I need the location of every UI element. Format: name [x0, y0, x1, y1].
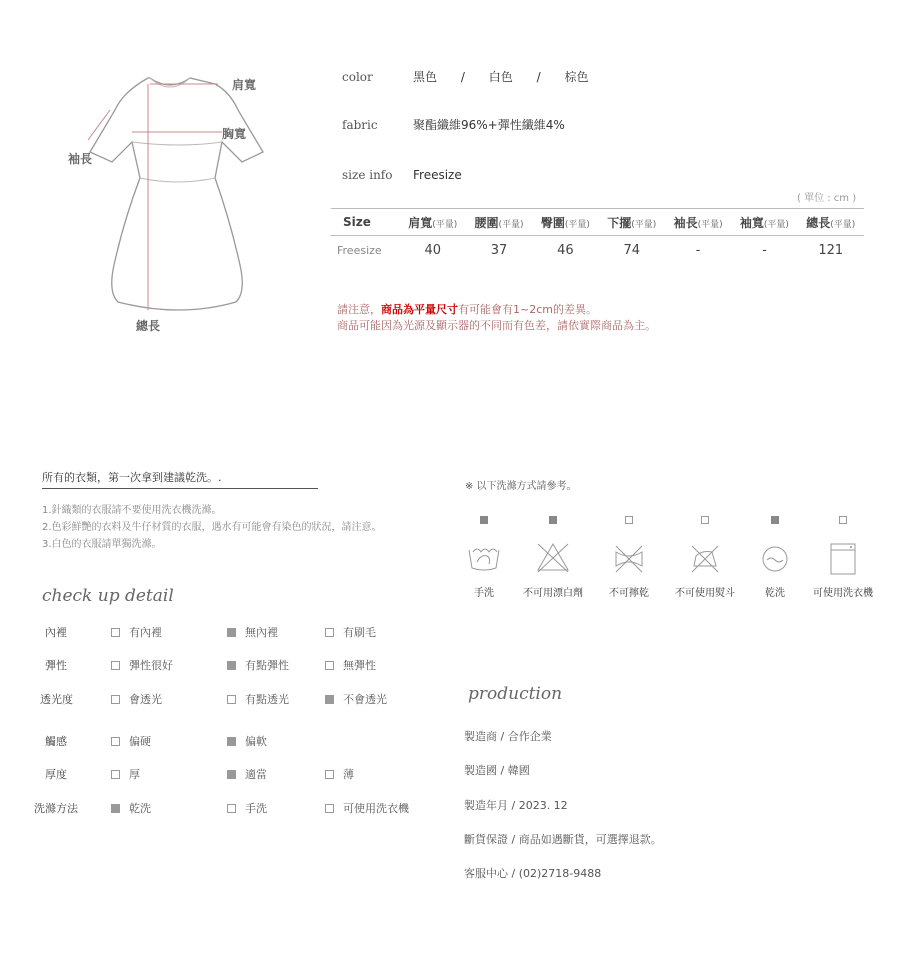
color-note: 商品可能因為光源及顯示器的不同而有色差，請依實際商品為主。 [337, 319, 656, 332]
care-label: 不可擰乾 [609, 588, 649, 599]
checkup-option-label: 會透光 [129, 693, 162, 706]
checkup-option [111, 691, 162, 707]
checkup-option-label: 乾洗 [129, 802, 151, 815]
unchecked-box-icon [325, 804, 334, 813]
color-separator: / [460, 70, 465, 84]
shoulder-header [400, 209, 466, 236]
checked-box-icon [227, 737, 236, 746]
checkup-row-label: 洗滌方法 [34, 802, 78, 815]
color-key: color [342, 70, 373, 84]
checkup-row-label: 內裡 [45, 626, 67, 639]
checked-box-icon [325, 695, 334, 704]
care-label: 可使用洗衣機 [813, 588, 873, 599]
header-suffix: (平量) [432, 219, 458, 230]
unchecked-box-icon [111, 628, 120, 637]
checkup-option [325, 691, 387, 707]
checkup-option-label: 薄 [343, 768, 354, 781]
checkup-option [111, 657, 173, 673]
checkup-option [227, 766, 267, 782]
header-name: 下擺 [607, 215, 632, 230]
checkup-option [325, 766, 354, 782]
checked-box-icon [227, 661, 236, 670]
header-suffix: (平量) [498, 219, 524, 230]
no-bleach-icon [536, 542, 570, 580]
unchecked-box-icon [701, 516, 709, 524]
value-cell: 121 [818, 242, 844, 258]
note-emphasis: 商品為平量尺寸 [381, 303, 458, 316]
washing-title: 所有的衣類，第一次拿到建議乾洗。. [42, 469, 318, 489]
checkup-row-label: 厚度 [45, 768, 67, 781]
washing-tips [42, 502, 382, 553]
checkup-option [227, 657, 289, 673]
color-values [413, 68, 588, 85]
production-guarantee: 斷貨保證 / 商品如遇斷貨，可選擇退款。 [464, 833, 662, 846]
checkup-option-label: 有刷毛 [343, 626, 376, 639]
checkup-row-label: 彈性 [45, 659, 67, 672]
note-prefix: 請注意， [337, 303, 381, 316]
unchecked-box-icon [625, 516, 633, 524]
list-item: 2.色彩鮮艷的衣料及牛仔材質的衣服，遇水有可能會有染色的狀況，請注意。 [42, 522, 382, 533]
checkup-option-label: 厚 [129, 768, 140, 781]
value-cell: 74 [623, 242, 641, 258]
length-label: 總長 [136, 319, 161, 333]
checkup-option [111, 733, 151, 749]
checkup-option-label: 無彈性 [343, 659, 376, 672]
checkup-option-label: 偏硬 [129, 735, 151, 748]
header-name: 臀圍 [540, 215, 565, 230]
care-label: 不可用漂白劑 [523, 588, 583, 599]
care-label: 不可使用熨斗 [675, 588, 735, 599]
color-value-black: 黑色 [413, 70, 438, 84]
color-value-white: 白色 [488, 70, 513, 84]
size-table-header-row [331, 209, 864, 236]
checkup-title: check up detail [42, 586, 174, 606]
value-cell: 40 [424, 242, 441, 258]
fabric-key: fabric [342, 118, 378, 132]
checkup-option [325, 657, 376, 673]
checked-box-icon [771, 516, 779, 524]
total-length-header [798, 209, 864, 236]
size-table [331, 208, 864, 264]
checked-box-icon [549, 516, 557, 524]
checkup-option [111, 800, 151, 816]
care-note: ※ 以下洗滌方式請參考。 [465, 481, 577, 492]
production-date: 製造年月 / 2023. 12 [464, 799, 568, 812]
chest-label: 胸寬 [222, 127, 247, 141]
production-title: production [468, 684, 563, 704]
color-value-brown: 棕色 [564, 70, 589, 84]
production-country: 製造國 / 韓國 [464, 764, 530, 777]
list-item: 1.針織類的衣服請不要使用洗衣機洗滌。 [42, 505, 222, 516]
header-suffix: (平量) [830, 219, 856, 230]
header-name: 總長 [806, 215, 831, 230]
checkup-option [111, 766, 140, 782]
checkup-option [227, 691, 289, 707]
care-label: 手洗 [474, 588, 494, 599]
header-name: 腰圍 [474, 215, 499, 230]
table-row [331, 236, 864, 265]
checkup-option [325, 800, 409, 816]
unchecked-box-icon [111, 770, 120, 779]
checkup-option [227, 800, 267, 816]
sleeve-length-header [665, 209, 731, 236]
checkup-option-label: 彈性很好 [129, 659, 173, 672]
size-cell: Freesize [337, 243, 382, 257]
sleeve-label: 袖長 [68, 152, 93, 166]
list-item: 3.白色的衣服請單獨洗滌。 [42, 539, 162, 550]
production-service: 客服中心 / (02)2718-9488 [464, 867, 602, 880]
hem-header [599, 209, 665, 236]
checkup-option-label: 有內裡 [129, 626, 162, 639]
header-suffix: (平量) [631, 219, 657, 230]
dress-measurement-diagram [60, 70, 280, 340]
value-cell: - [695, 242, 701, 258]
sleeve-width-header [731, 209, 797, 236]
checkup-option-label: 適當 [245, 768, 267, 781]
checkup-row-label: 觸感 [45, 735, 67, 748]
measurement-note [337, 301, 597, 317]
checkup-option-label: 不會透光 [343, 693, 387, 706]
checked-box-icon [227, 628, 236, 637]
header-suffix: (平量) [564, 219, 590, 230]
header-name: 袖長 [673, 215, 698, 230]
checkup-option-label: 手洗 [245, 802, 267, 815]
checked-box-icon [111, 804, 120, 813]
dry-clean-icon [758, 542, 792, 580]
header-suffix: (平量) [697, 219, 723, 230]
washing-machine-icon [826, 542, 860, 580]
color-separator: / [536, 70, 541, 84]
unchecked-box-icon [111, 661, 120, 670]
checked-box-icon [480, 516, 488, 524]
unchecked-box-icon [227, 695, 236, 704]
value-cell: - [762, 242, 767, 258]
size-header: Size [331, 209, 400, 236]
unchecked-box-icon [227, 804, 236, 813]
unchecked-box-icon [839, 516, 847, 524]
value-cell: 37 [490, 242, 508, 258]
no-wring-icon [612, 542, 646, 580]
checkup-option-label: 無內裡 [245, 626, 278, 639]
production-maker: 製造商 / 合作企業 [464, 730, 552, 743]
checkup-option-label: 偏軟 [245, 735, 267, 748]
checkup-option-label: 可使用洗衣機 [343, 802, 409, 815]
hip-header [532, 209, 598, 236]
unchecked-box-icon [325, 770, 334, 779]
unchecked-box-icon [111, 695, 120, 704]
size-info-value: Freesize [413, 168, 462, 182]
checkup-option-label: 有點彈性 [245, 659, 289, 672]
waist-header [466, 209, 532, 236]
care-label: 乾洗 [765, 588, 785, 599]
header-name: 肩寬 [408, 215, 433, 230]
shoulder-label: 肩寬 [232, 78, 257, 92]
unchecked-box-icon [111, 737, 120, 746]
checkup-option [227, 624, 278, 640]
size-info-key: size info [342, 168, 393, 182]
checkup-option-label: 有點透光 [245, 693, 289, 706]
hand-wash-icon [467, 542, 501, 580]
value-cell: 46 [557, 242, 574, 258]
header-suffix: (平量) [763, 219, 789, 230]
fabric-value: 聚酯纖維96%+彈性纖維4% [413, 118, 565, 132]
checked-box-icon [227, 770, 236, 779]
unchecked-box-icon [325, 628, 334, 637]
checkup-option [325, 624, 376, 640]
header-name: 袖寬 [739, 215, 764, 230]
unit-note: ( 單位 : cm ) [797, 193, 857, 204]
checkup-row-label: 透光度 [40, 693, 73, 706]
checkup-option [227, 733, 267, 749]
checkup-option [111, 624, 162, 640]
unchecked-box-icon [325, 661, 334, 670]
note-suffix: 有可能會有1~2cm的差異。 [458, 303, 597, 316]
no-iron-icon [688, 542, 722, 580]
